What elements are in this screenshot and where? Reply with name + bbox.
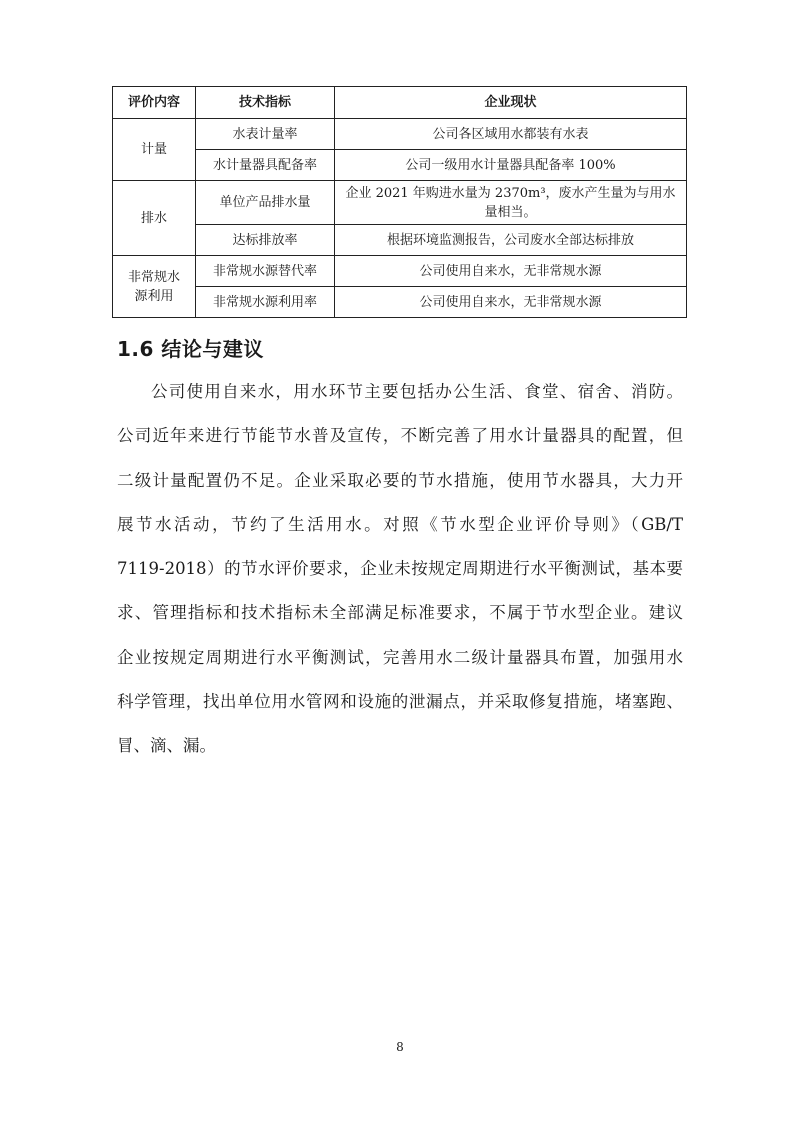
status-cell: 公司各区域用水都装有水表: [335, 119, 687, 150]
paragraph-line: 二级计量配置仍不足。企业采取必要的节水措施，使用节水器具，大力开: [117, 470, 683, 490]
table-row: [113, 256, 687, 287]
paragraph-line: 展节水活动，节约了生活用水。对照《节水型企业评价导则》（GB/T: [117, 514, 683, 534]
table-row: [113, 119, 687, 150]
table-row: [113, 181, 687, 225]
indicator-cell: 非常规水源利用率: [196, 287, 335, 318]
category-line: 非常规水: [127, 269, 180, 285]
category-cell-unconventional-water: [113, 256, 196, 318]
paragraph-line: 企业按规定周期进行水平衡测试，完善用水二级计量器具布置，加强用水: [117, 647, 683, 667]
indicator-cell: 达标排放率: [196, 225, 335, 256]
paragraph-line: 公司近年来进行节能节水普及宣传，不断完善了用水计量器具的配置，但: [117, 426, 683, 446]
section-heading: 1.6 结论与建议: [117, 337, 264, 361]
category-cell-drainage: 排水: [113, 181, 196, 256]
paragraph-line: 冒、滴、漏。: [117, 736, 216, 756]
paragraph-line: 公司使用自来水，用水环节主要包括办公生活、食堂、宿舍、消防。: [151, 382, 683, 401]
status-cell: 公司使用自来水，无非常规水源: [335, 256, 687, 287]
table-row: [113, 150, 687, 181]
status-cell: 根据环境监测报告，公司废水全部达标排放: [335, 225, 687, 256]
evaluation-table: [112, 86, 687, 318]
table-header-row: [113, 87, 687, 119]
body-paragraph: [117, 370, 683, 769]
status-cell: [335, 181, 687, 225]
header-technical-indicator: 技术指标: [196, 87, 335, 119]
paragraph-line: 7119-2018）的节水评价要求，企业未按规定周期进行水平衡测试，基本要: [117, 559, 683, 579]
page-number: 8: [396, 1040, 404, 1054]
indicator-cell: 水表计量率: [196, 119, 335, 150]
category-cell-metering: 计量: [113, 119, 196, 181]
status-line: 量相当。: [484, 204, 537, 220]
indicator-cell: 非常规水源替代率: [196, 256, 335, 287]
status-cell: 公司使用自来水，无非常规水源: [335, 287, 687, 318]
table-row: [113, 225, 687, 256]
status-line: 企业 2021 年购进水量为 2370m³，废水产生量为与用水: [345, 185, 676, 201]
indicator-cell: 单位产品排水量: [196, 181, 335, 225]
paragraph-line: 科学管理，找出单位用水管网和设施的泄漏点，并采取修复措施，堵塞跑、: [117, 692, 683, 712]
header-evaluation-content: 评价内容: [113, 87, 196, 119]
header-enterprise-status: 企业现状: [335, 87, 687, 119]
indicator-cell: 水计量器具配备率: [196, 150, 335, 181]
paragraph-line: 求、管理指标和技术指标未全部满足标准要求，不属于节水型企业。建议: [117, 603, 683, 623]
category-line: 源利用: [134, 288, 174, 304]
table-row: [113, 287, 687, 318]
status-cell: 公司一级用水计量器具配备率 100%: [335, 150, 687, 181]
